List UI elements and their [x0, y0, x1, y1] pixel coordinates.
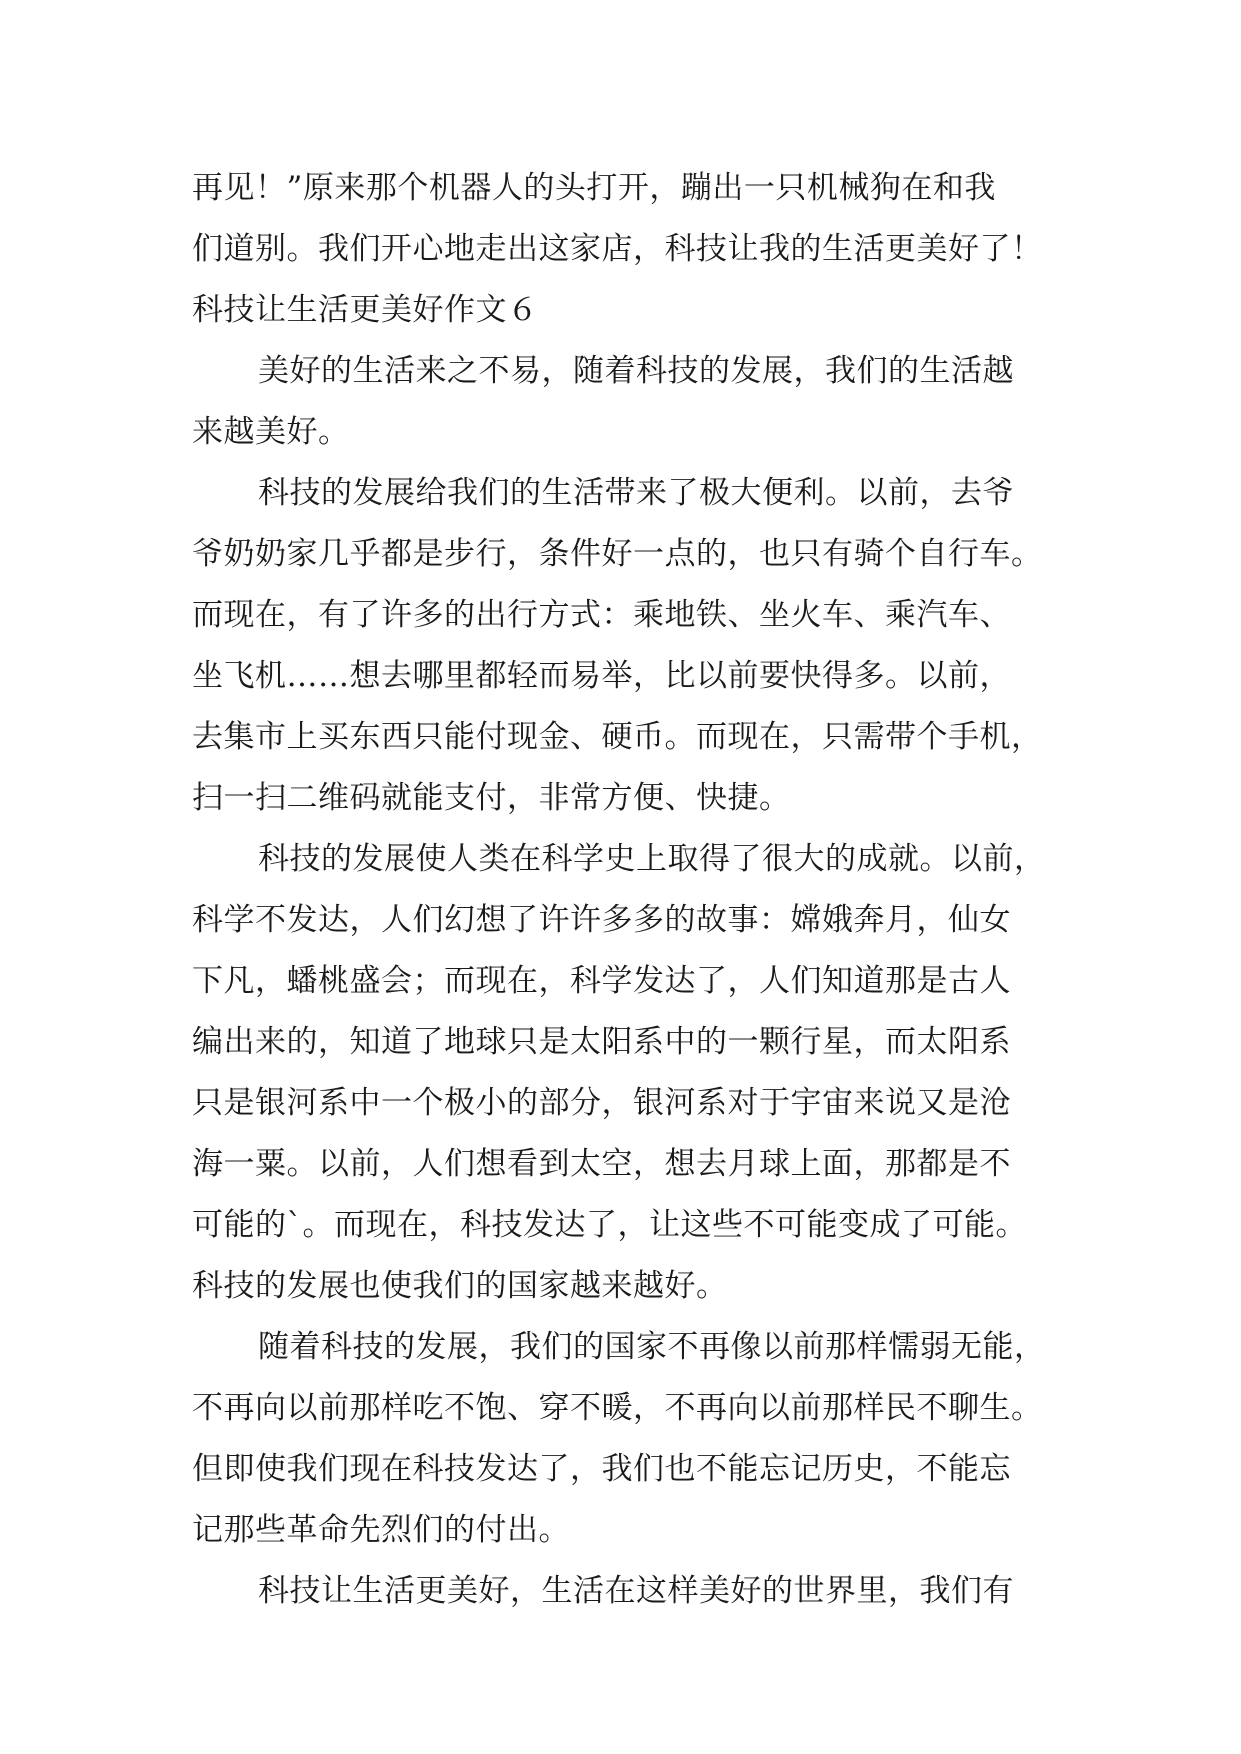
text-line: 再见！”原来那个机器人的头打开，蹦出一只机械狗在和我 [192, 170, 996, 206]
essay-text [192, 158, 1052, 1622]
text-line: 去集市上买东西只能付现金、硬币。而现在，只需带个手机， [192, 719, 1043, 755]
text-line: 爷奶奶家几乎都是步行，条件好一点的，也只有骑个自行车。 [192, 536, 1043, 572]
text-line: 科技让生活更美好作文６ [192, 292, 539, 328]
text-line: 来越美好。 [192, 414, 350, 450]
text-line: 但即使我们现在科技发达了，我们也不能忘记历史，不能忘 [192, 1451, 1011, 1487]
text-line: 随着科技的发展，我们的国家不再像以前那样懦弱无能， [258, 1329, 1046, 1365]
text-line: 扫一扫二维码就能支付，非常方便、快捷。 [192, 780, 791, 816]
text-line: 海一粟。以前，人们想看到太空，想去月球上面，那都是不 [192, 1146, 1011, 1182]
text-line: 记那些革命先烈们的付出。 [192, 1512, 570, 1548]
text-line: 编出来的，知道了地球只是太阳系中的一颗行星，而太阳系 [192, 1024, 1011, 1060]
text-line: 只是银河系中一个极小的部分，银河系对于宇宙来说又是沧 [192, 1085, 1011, 1121]
text-line: 们道别。我们开心地走出这家店，科技让我的生活更美好了！ [192, 231, 1043, 267]
text-line: 而现在，有了许多的出行方式：乘地铁、坐火车、乘汽车、 [192, 597, 1011, 633]
text-line: 不再向以前那样吃不饱、穿不暖，不再向以前那样民不聊生。 [192, 1390, 1043, 1426]
text-line: 下凡，蟠桃盛会；而现在，科学发达了，人们知道那是古人 [192, 963, 1011, 999]
text-line: 可能的`。而现在，科技发达了，让这些不可能变成了可能。 [192, 1207, 1027, 1243]
text-line: 科技让生活更美好，生活在这样美好的世界里，我们有 [258, 1573, 1014, 1609]
text-line: 科技的发展也使我们的国家越来越好。 [192, 1268, 728, 1304]
text-line: 科技的发展使人类在科学史上取得了很大的成就。以前， [258, 841, 1046, 877]
text-line: 科技的发展给我们的生活带来了极大便利。以前，去爷 [258, 475, 1014, 511]
text-line: 坐飞机……想去哪里都轻而易举，比以前要快得多。以前， [192, 658, 1011, 694]
text-line: 科学不发达，人们幻想了许许多多的故事：嫦娥奔月，仙女 [192, 902, 1011, 938]
text-line: 美好的生活来之不易，随着科技的发展，我们的生活越 [258, 353, 1014, 389]
